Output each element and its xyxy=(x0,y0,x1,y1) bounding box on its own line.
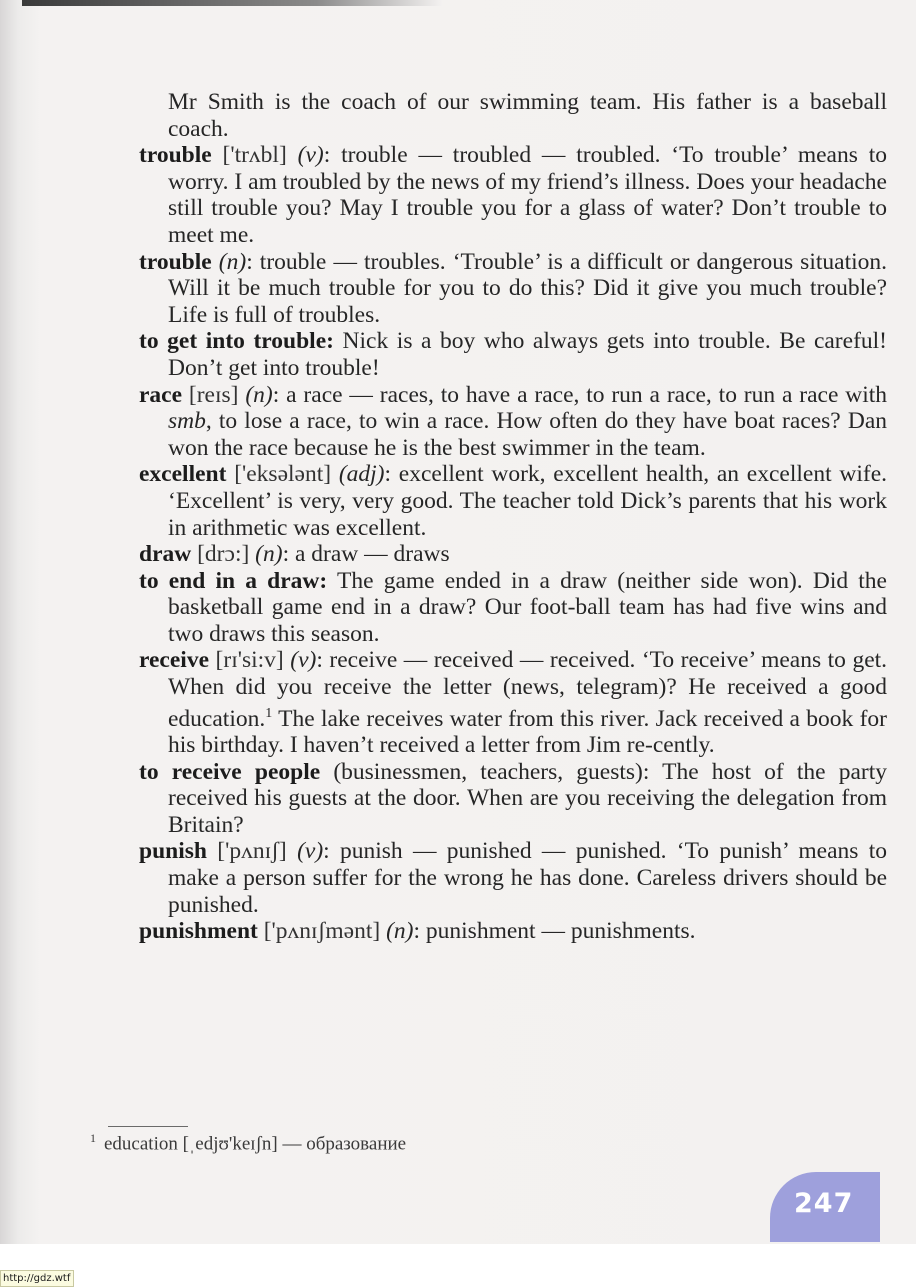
headword: punishment xyxy=(139,918,258,945)
footnote-mark: 1 xyxy=(90,1131,96,1145)
source-link[interactable]: http://gdz.wtf xyxy=(0,1270,74,1287)
part-of-speech: (n) xyxy=(386,918,414,945)
scan-top-edge xyxy=(22,0,442,6)
part-of-speech: (v) xyxy=(297,838,324,865)
entry-text: : trouble — troubles. ‘Trouble’ is a difficult or dangerous situation. Will it be much trouble for you to do this? Did it give you much trouble? Life is full of troubles. xyxy=(168,248,887,328)
transcription: [reɪs] xyxy=(188,381,239,408)
vocab-entry xyxy=(139,461,887,541)
vocab-entry xyxy=(139,647,887,758)
vocab-entry xyxy=(139,568,887,648)
headword: trouble xyxy=(139,142,212,169)
headword: to get into trouble: xyxy=(139,328,334,355)
footnote-ref: 1 xyxy=(265,705,273,721)
page-number-tab xyxy=(770,1172,880,1242)
part-of-speech: (v) xyxy=(297,142,324,169)
footnote-divider xyxy=(108,1126,188,1127)
headword: draw xyxy=(139,541,192,568)
part-of-speech: (n) xyxy=(255,541,283,568)
vocab-entry xyxy=(139,382,887,462)
headword: punish xyxy=(139,838,207,865)
entry-text: : punish — punished — punished. ‘To punish’ means to make a person suffer for the wrong he has done. Careless drivers should be punished. xyxy=(168,838,888,918)
vocab-entry xyxy=(139,541,887,568)
part-of-speech: (n) xyxy=(218,248,247,275)
part-of-speech: (v) xyxy=(290,647,317,674)
headword: receive xyxy=(139,647,210,674)
vocab-entry xyxy=(139,759,887,839)
entry-text: smb xyxy=(168,408,206,435)
transcription: ['pʌnɪʃ] xyxy=(217,838,287,865)
footnote-text: education [ˌedjʊ'keɪʃn] — образование xyxy=(104,1133,407,1155)
transcription: ['trʌbl] xyxy=(222,142,287,169)
headword: excellent xyxy=(139,461,227,488)
vocab-entry xyxy=(139,918,887,945)
vocab-entry xyxy=(139,838,887,918)
entry-text: Nick is a boy who always gets into trouble. Be careful! Don’t get into trouble! xyxy=(168,328,887,381)
headword: trouble xyxy=(139,248,212,275)
headword: to receive people xyxy=(139,758,321,785)
transcription: [rɪ'si:v] xyxy=(215,647,284,674)
entry-text: : receive — received — received. ‘To receive’ means to get. When did you receive the letter (news, telegram)? He received a good education. xyxy=(168,647,888,732)
transcription: ['pʌnɪʃmənt] xyxy=(263,918,381,945)
entry-text: : excellent work, excellent health, an excellent wife. ‘Excellent’ is very, very good. The teacher told Dick’s parents that his work in arithmetic was excellent. xyxy=(168,461,887,541)
entry-text: (businessmen, teachers, guests): The host of the party received his guests at the door. When are you receiving the delegation from Britain? xyxy=(168,758,887,838)
page-number: 247 xyxy=(794,1188,854,1219)
entry-text: The game ended in a draw (neither side won). Did the basketball game end in a draw? Our foot-ball team has had five wins and two draws this season. xyxy=(168,567,887,647)
entry-text: : a draw — draws xyxy=(282,541,450,568)
footnote xyxy=(90,1131,406,1155)
vocab-entry xyxy=(139,142,887,248)
transcription: ['eksələnt] xyxy=(234,461,332,488)
vocabulary-list xyxy=(139,89,887,945)
entry-text: The lake receives water from this river. Jack received a book for his birthday. I haven’t received a letter from Jim re-cently. xyxy=(168,705,887,759)
entry-text: : punishment — punishments. xyxy=(413,918,696,945)
vocab-entry xyxy=(139,249,887,329)
entry-text: : a race — races, to have a race, to run a race, to run a race with xyxy=(272,381,888,408)
transcription: [drɔ:] xyxy=(197,541,250,568)
vocab-entry xyxy=(139,328,887,381)
headword: to end in a draw: xyxy=(139,567,328,594)
entry-text: , to lose a race, to win a race. How often do they have boat races? Dan won the race because he is the best swimmer in the team. xyxy=(168,408,887,461)
entry-text: : trouble — troubled — troubled. ‘To trouble’ means to worry. I am troubled by the news of my friend’s illness. Does your headache still trouble you? May I trouble you for a glass of water? Don’t trouble to meet me. xyxy=(168,142,887,248)
part-of-speech: (n) xyxy=(245,381,273,408)
entry-text: Mr Smith is the coach of our swimming team. His father is a baseball coach. xyxy=(168,89,887,142)
part-of-speech: (adj) xyxy=(338,461,385,488)
headword: race xyxy=(139,381,183,408)
vocab-entry xyxy=(139,89,887,142)
